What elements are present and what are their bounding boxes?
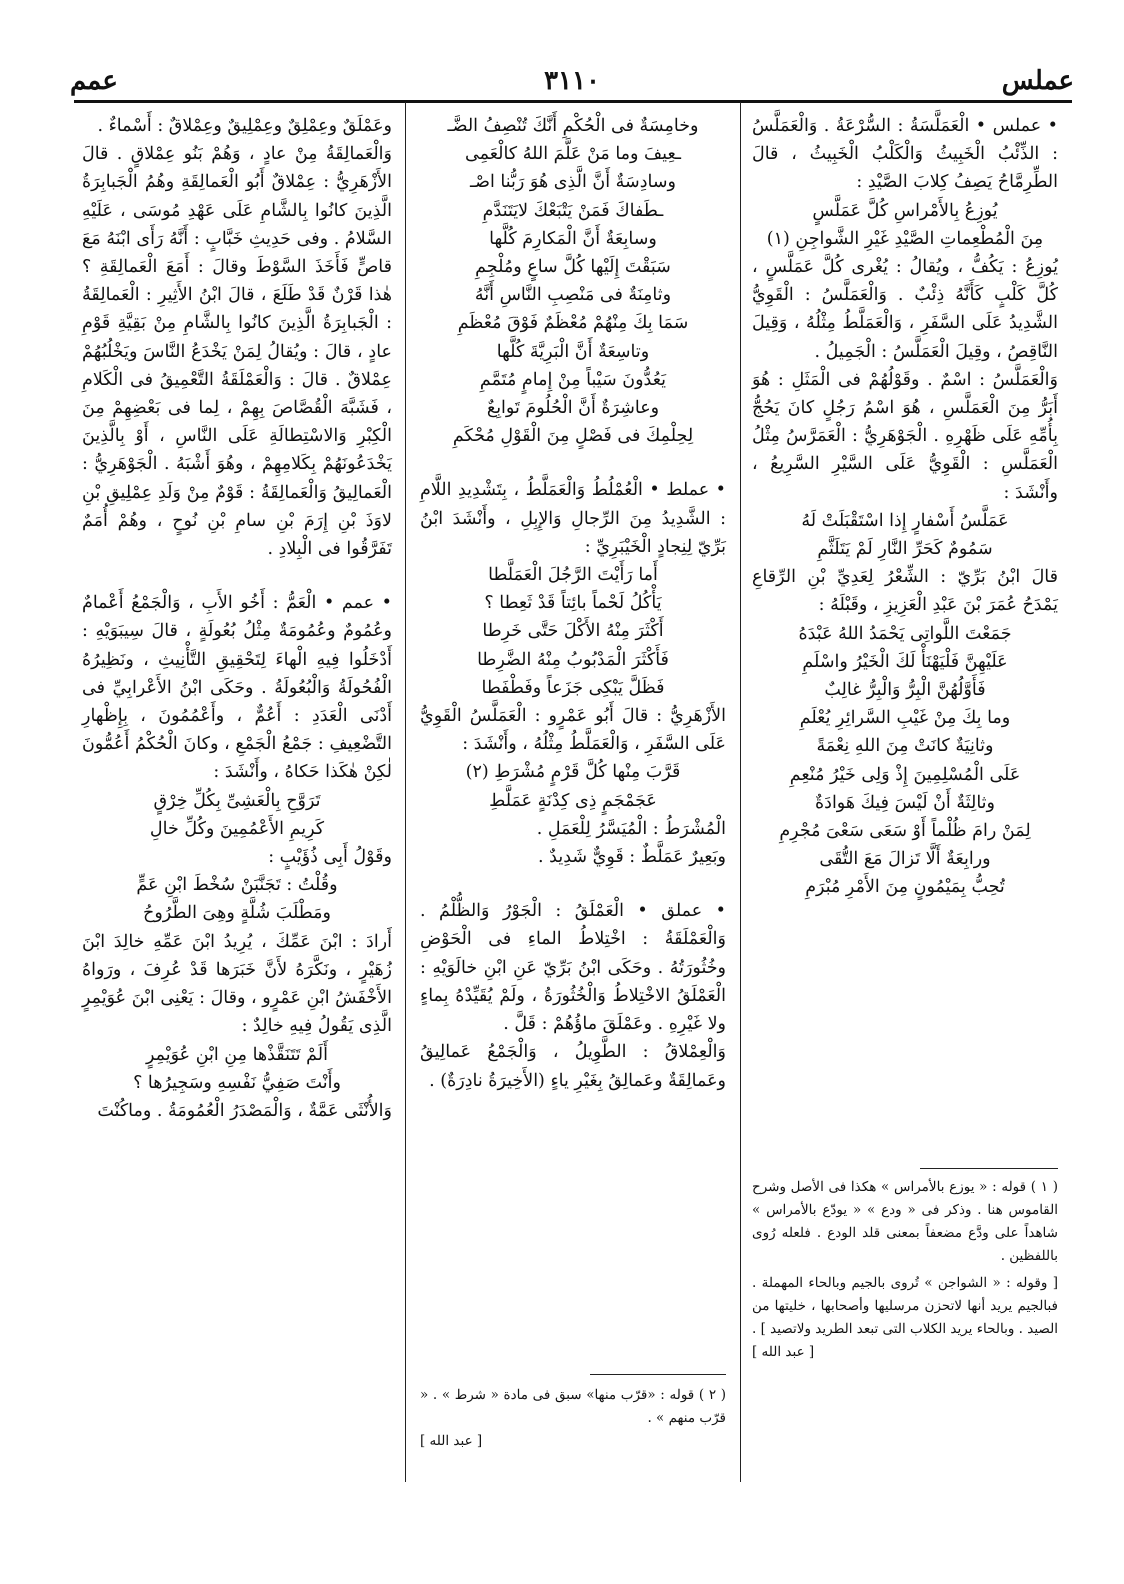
verse-line: سَمَا بِكَ مِنْهُمْ مُعْظَمٌ فَوْقَ مُعْظَمِ xyxy=(457,313,689,334)
paragraph: وَالْعَمالِقَةُ مِنْ عادٍ ، وَهُمْ بَنُو عِمْلاقٍ . قالَ الأَزْهَرِيُّ : عِمْلاقٌ أَبُو الْعَمالِقَةِ وهُمُ الْجَبابِرَةُ الَّذِينَ كانُوا بِالشَّامِ عَلَى عَهْدِ مُوسَى ، عَلَيْهِ السَّلامُ . وفى حَدِيثِ خَبَّابٍ : أَنَّهُ رَأَى ابْنَهُ مَعَ قاصٍّ فَأَخَذَ السَّوْطَ وقالَ : أَمَعَ الْعَمالِقَةِ ؟ هٰذا قَرْنٌ قَدْ طَلَعَ ، قالَ ابْنُ الأَثِيرِ : الْعَمالِقَةُ : الْجَبابِرَةُ الَّذِينَ كانُوا بِالشَّامِ مِنْ بَقِيَّةِ قَوْمِ عادٍ ، قالَ : ويُقالُ لِمَنْ يَخْدَعُ النَّاسَ ويَخْلُبُهُمْ عِمْلاقٌ . قالَ : وَالْعَمْلَقَةُ التَّعْمِيقُ فى الْكَلامِ ، فَشَبَّهَ الْقُصَّاصَ بِهِمْ ، لِما فى بَعْضِهِمْ مِنَ الْكِبْرِ وَالاسْتِطالَةِ عَلَى النَّاسِ ، أَوْ بِالَّذِينَ يَخْدَعُونَهُمْ بِكَلامِهِمْ ، وهُوَ أَشْبَهُ . الْجَوْهَرِيُّ : الْعَمالِيقُ وَالْعَمالِقَةُ : قَوْمٌ مِنْ وَلَدِ عِمْلِيقِ بْنِ لاوَذَ بْنِ إِرَمَ بْنِ سامِ بْنِ نُوحٍ ، وهُمْ أُمَمٌ تَفَرَّقُوا فى الْبِلادِ . xyxy=(82,144,392,560)
verse-line: وسادِسَةٌ أَنَّ الَّذِى هُوَ رَبُّنا اصْـ xyxy=(470,172,676,193)
paragraph: أَرادَ : ابْنَ عَمِّكَ ، يُرِيدُ ابْنَ عَمِّهِ خالِدَ ابْنَ زُهَيْرٍ ، ونَكَّرَهُ لأَنَّ خَبَرَها قَدْ عُرِفَ ، ورَواهُ الأَخْفَشُ ابْنِ عَمْرٍو ، وقالَ : يَعْنِى ابْنَ عُوَيْمِرٍ الَّذِى يَقُولُ فِيهِ خالِدٌ : xyxy=(82,931,392,1037)
paragraph: وعَمْلَقٌ وعِمْلِقٌ وعِمْلِيقٌ وعِمْلاقٌ : أَسْماءٌ . xyxy=(97,116,392,136)
verse-line: فَظَلَّ يَبْكِى جَزَعاً وفَطْفَطا xyxy=(481,677,665,698)
verse-line: جَمَعْتَ اللَّواتِى يَحْمَدُ اللهُ عَبْدَهُ xyxy=(798,623,1012,644)
verse-line: وسابِعَةٌ أَنَّ الْمَكارِمَ كُلَّها xyxy=(489,228,657,249)
page-header xyxy=(70,66,1074,100)
verse-line: سَمُومٌ كَحَرِّ النَّارِ لَمْ يَتَلَثَّمِ xyxy=(817,539,993,560)
verse-line: ورابِعَةٌ أَلَّا تَزالَ مَعَ التُّقَى xyxy=(819,849,991,870)
verse-line: وقُلْتُ : تَجَنَّبَنْ سُخْطَ ابْنِ عَمٍّ xyxy=(136,875,338,896)
verse-line: أَما رَأَيْتَ الرَّجُلَ الْعَمَلَّطا xyxy=(488,565,658,586)
column-right xyxy=(752,112,1058,902)
verse-line: فَأَكْثَرَ الْمَدْبُوبُ مِنْهُ الضَّرِطا xyxy=(477,649,669,670)
verse-line: وما بِكَ مِنْ غَيْبِ السَّرائِرِ يُعْلَمِ xyxy=(799,708,1011,729)
footnote-signature: [ عبد الله ] xyxy=(752,1344,815,1360)
verse-line: عَلَى الْمُسْلِمِينَ إِذْ وَلِى خَيْرُ مُنْعِمِ xyxy=(789,764,1021,785)
entry-amlaq: • عملق • الْعَمْلَقُ : الْجَوْرُ وَالظُّلْمُ . وَالْعَمْلَقَةُ : اخْتِلاطُ الماءِ فى الْحَوْضِ وخُثُورَتُهُ . وحَكَى ابْنُ بَرِّيّ عَنِ ابْنِ خالَوَيْهِ : الْعَمْلَقُ الاخْتِلاطُ وَالْخُثُورَةُ ، ولَمْ يُقَيِّدْهُ بِماءٍ ولا غَيْرِهِ . وعَمْلَقَ ماؤُهُمْ : قَلَّ . xyxy=(420,901,726,1035)
entry-gap xyxy=(420,871,726,897)
verse-line: تَرَوَّحِ بِالْعَشِىِّ بِكُلِّ خِرْقٍ xyxy=(153,790,321,811)
verse-line: وأَنْتَ صَفِيُّ نَفْسِهِ وسَجِيرُها ؟ xyxy=(133,1072,341,1093)
verse-line: وثانِيَةٌ كانَتْ مِنَ اللهِ نِعْمَةً xyxy=(816,736,994,757)
entry-amlat: • عملط • الْعُمْلُطُ وَالْعَمَلَّطُ ، بِتَشْدِيدِ اللَّامِ : الشَّدِيدُ مِنَ الرِّجالِ وَالإِبِلِ ، وأَنْشَدَ ابْنُ بَرِّيّ لِنِجادٍ الْخَيْبَرِيِّ : xyxy=(420,480,726,557)
verse-line: وتاسِعَةٌ أَنَّ الْبَرِيَّةَ كُلَّها xyxy=(496,341,650,362)
verse-line: وثامِنَةٌ فى مَنْصِبِ النَّاسِ أَنَّهُ xyxy=(474,285,672,306)
verse-line: يَعُدُّونَ سَيْباً مِنْ إِمامٍ مُتَمَّمِ xyxy=(479,369,667,390)
verse-line: وثالِثَةٌ أَنْ لَيْسَ فِيكَ هَوادَةٌ xyxy=(814,792,996,813)
verse-line: عَمَلَّسُ أَسْفارٍ إِذا اسْتَقْبَلَتْ لَهُ xyxy=(801,510,1009,531)
header-root-word-left: عمم xyxy=(70,66,118,96)
paragraph: وَالْعِمْلاقُ : الطَّوِيلُ ، وَالْجَمْعُ عَمالِيقُ وعَمالِقَةٌ وعَمالِقُ بِغَيْرِ ياءٍ (الأَخِيرَةُ نادِرَةٌ) . xyxy=(420,1042,726,1091)
verse-line: تُحِبُّ بِمَيْمُونٍ مِنَ الأَمْرِ مُبْرَمِ xyxy=(805,877,1005,898)
column-divider-left xyxy=(405,102,406,1482)
column-middle xyxy=(420,112,726,1095)
footnote-middle xyxy=(420,1384,726,1453)
paragraph: قالَ ابْنُ بَرِّيّ : الشِّعْرُ لِعَدِيِّ بْنِ الرِّقاعِ يَمْدَحُ عُمَرَ بْنَ عَبْدِ الْعَزِيزِ ، وقَبْلَهُ : xyxy=(752,567,1058,616)
paragraph: الْمُشْرَطُ : الْمُيَسَّرُ لِلْعَمَلِ . xyxy=(536,818,726,839)
verse-line: قَرَّبَ مِنْها كُلَّ قَرْمٍ مُشْرَطِ (٢) xyxy=(465,762,681,783)
paragraph: الأَزْهَرِيُّ : قالَ أَبُو عَمْرٍو : الْعَمَلَّسُ الْقَوِيُّ عَلَى السَّفَرِ ، وَالْعَمَلَّطُ مِثْلُهُ ، وأَنْشَدَ : xyxy=(420,706,726,755)
verse-line: يُوزِعُ بِالأَمْراسِ كُلَّ عَمَلَّسٍ xyxy=(812,200,998,221)
footnote-right xyxy=(752,1176,1058,1364)
paragraph: وَالْعَمَلَّسُ : اسْمٌ . وقَوْلُهُمْ فى الْمَثَلِ : هُوَ أَبَرُّ مِنَ الْعَمَلَّسِ ، هُوَ اسْمُ رَجُلٍ كانَ يَحُجُّ بِأُمِّهِ عَلَى ظَهْرِهِ . الْجَوْهَرِيُّ : الْعَمَرَّسُ مِثْلُ الْعَمَلَّسِ : الْقَوِيُّ عَلَى السَّيْرِ السَّرِيعُ ، وأَنْشَدَ : xyxy=(752,369,1058,503)
column-left xyxy=(82,112,392,1125)
verse-line: مِنَ الْمُطْعِماتِ الصَّيْدِ غَيْرِ الشَّواجِنِ (١) xyxy=(766,228,1044,249)
verse-line: عَلَيْهِنَّ فَلْيَهْنَأْ لَكَ الْخَيْرُ واسْلَمِ xyxy=(802,651,1008,672)
entry-amam: • عمم • الْعَمُّ : أَخُو الأَبِ ، وَالْجَمْعُ أَعْمامٌ وعُمُومٌ وعُمُومَةٌ مِثْلُ بُعُولَةٍ ، قالَ سِيبَوَيْهِ : أَدْخَلُوا فِيهِ الْهاءَ لِتَحْقِيقِ التَّأْنِيثِ ، ونَظِيرُهُ الْفُحُولَةُ وَالْبُعُولَةُ . وحَكَى ابْنُ الأَعْرابِيِّ فى أَدْنَى الْعَدَدِ : أَعُمٌّ ، وأَعْمُمُونَ ، بِإِظْهارِ التَّضْعِيفِ : جَمْعُ الْجَمْعِ ، وكانَ الْحُكْمُ أَعُمُّونَ لٰكِنْ هٰكَذا حَكاهُ ، وأَنْشَدَ : xyxy=(82,593,392,783)
verse-line: أَكْثَرَ مِنْهُ الأَكْلَ حَتَّى خَرِطا xyxy=(482,621,664,642)
entry-amlas: • عملس • الْعَمَلَّسَةُ : السُّرْعَةُ . وَالْعَمَلَّسُ : الذِّئْبُ الْخَبِيثُ وَالْكَلْبُ الْخَبِيثُ ، قالَ الطِّرِمَّاحُ يَصِفُ كِلابَ الصَّيْدِ : xyxy=(752,116,1058,193)
footnote-text: [ وقوله : « الشواجن » تُروى بالجيم وبالحاء المهملة . فبالجيم يريد أنها لاتحزن مرسليها وأصحابها ، خليتها من الصيد . وبالحاء يريد الكلاب التى تبعد الطريد ولاتصيد ] . xyxy=(752,1275,1058,1337)
verse-line: ـعِيفَ وما مَنْ عَلَّمَ اللهُ كالْعَمِى xyxy=(464,144,682,165)
paragraph: يُوزِعُ : يَكُفُّ ، ويُقالُ : يُغْرى كُلَّ عَمَلَّسٍ ، كُلَّ كَلْبٍ كَأَنَّهُ ذِئْبٌ . وَالْعَمَلَّسُ : الْقَوِيُّ الشَّدِيدُ عَلَى السَّفَرِ ، وَالْعَمَلَّطُ مِثْلُهُ ، وَقِيلَ النَّاقِصُ ، وقِيلَ الْعَمَلَّسُ : الْجَمِيلُ . xyxy=(752,257,1058,362)
verse-line: عَجَمْجَمٍ ذِى كِدْنَةٍ عَمَلَّطِ xyxy=(489,790,657,811)
verse-line: ومَطْلَبَ شُلَّةٍ وهِىَ الطَّرُوحُ xyxy=(143,903,331,924)
verse-line: لِمَنْ رامَ ظُلْماً أَوْ سَعَى سَعْىَ مُجْرِمِ xyxy=(779,821,1031,842)
entry-gap xyxy=(420,450,726,476)
verse-line: وعاشِرَةٌ أَنَّ الْحُلُومَ تَوابِعٌ xyxy=(486,398,660,419)
verse-line: ـطَفاكَ فَمَنْ يَتْبَعْكَ لايَتَنَدَّمِ xyxy=(482,200,664,221)
header-root-word-right: عملس xyxy=(1001,66,1074,96)
verse-line: وخامِسَةٌ فى الْحُكْمِ أَنَّكَ تُنْصِفُ الضَّـ xyxy=(447,116,699,136)
paragraph: وَالأُنْثَى عَمَّةٌ ، وَالْمَصْدَرُ الْعُمُومَةُ . وماكُنْتَ xyxy=(97,1100,392,1121)
page-number: ٣١١٠ xyxy=(544,66,600,96)
footnote-text: ( ١ ) قوله : « يوزع بالأمراس » هكذا فى الأصل وشرح القاموس هنا . وذكر فى « ودع » « يودّع بالأمراس » شاهداً على ودَّع مضعفاً بمعنى قلد الودع . فلعله رُوى باللفظين . xyxy=(752,1179,1058,1264)
verse-line: أَلَمْ تَتَنَقَّذْها مِنِ ابْنِ عُوَيْمِرٍ xyxy=(146,1044,328,1065)
entry-gap xyxy=(82,563,392,589)
verse-line: فَأَوَّلُهُنَّ الْبِرُّ وَالْبِرُّ غالِبٌ xyxy=(824,680,986,701)
footnote-signature: [ عبد الله ] xyxy=(420,1433,483,1449)
verse-line: سَبَقْتَ إِلَيْها كُلَّ ساعٍ ومُلْجِمِ xyxy=(475,257,671,278)
footnote-rule-middle xyxy=(590,1374,726,1375)
footnote-rule-right xyxy=(920,1168,1058,1169)
verse-line: كَرِيمِ الأَعْمُمِينَ وكُلِّ خالِ xyxy=(149,818,325,839)
column-divider-right xyxy=(740,102,741,1482)
header-rule xyxy=(74,100,1072,103)
verse-line: لِحِلْمِكَ فى فَصْلٍ مِنَ الْقَوْلِ مُحْكَمِ xyxy=(452,426,694,447)
paragraph: وقَوْلُ أَبِى ذُؤَيْبٍ : xyxy=(268,847,392,868)
footnote-text: ( ٢ ) قوله : «قرّب منها» سبق فى مادة « شرط » . « قرّب منهم » . xyxy=(420,1387,727,1426)
paragraph: وبَعِيرٌ عَمَلَّطٌ : قَوِيٌّ شَدِيدٌ . xyxy=(538,847,726,868)
verse-line: يَأْكُلُ لَحْماً بائِتاً قَدْ ثَعِطا ؟ xyxy=(484,593,662,614)
